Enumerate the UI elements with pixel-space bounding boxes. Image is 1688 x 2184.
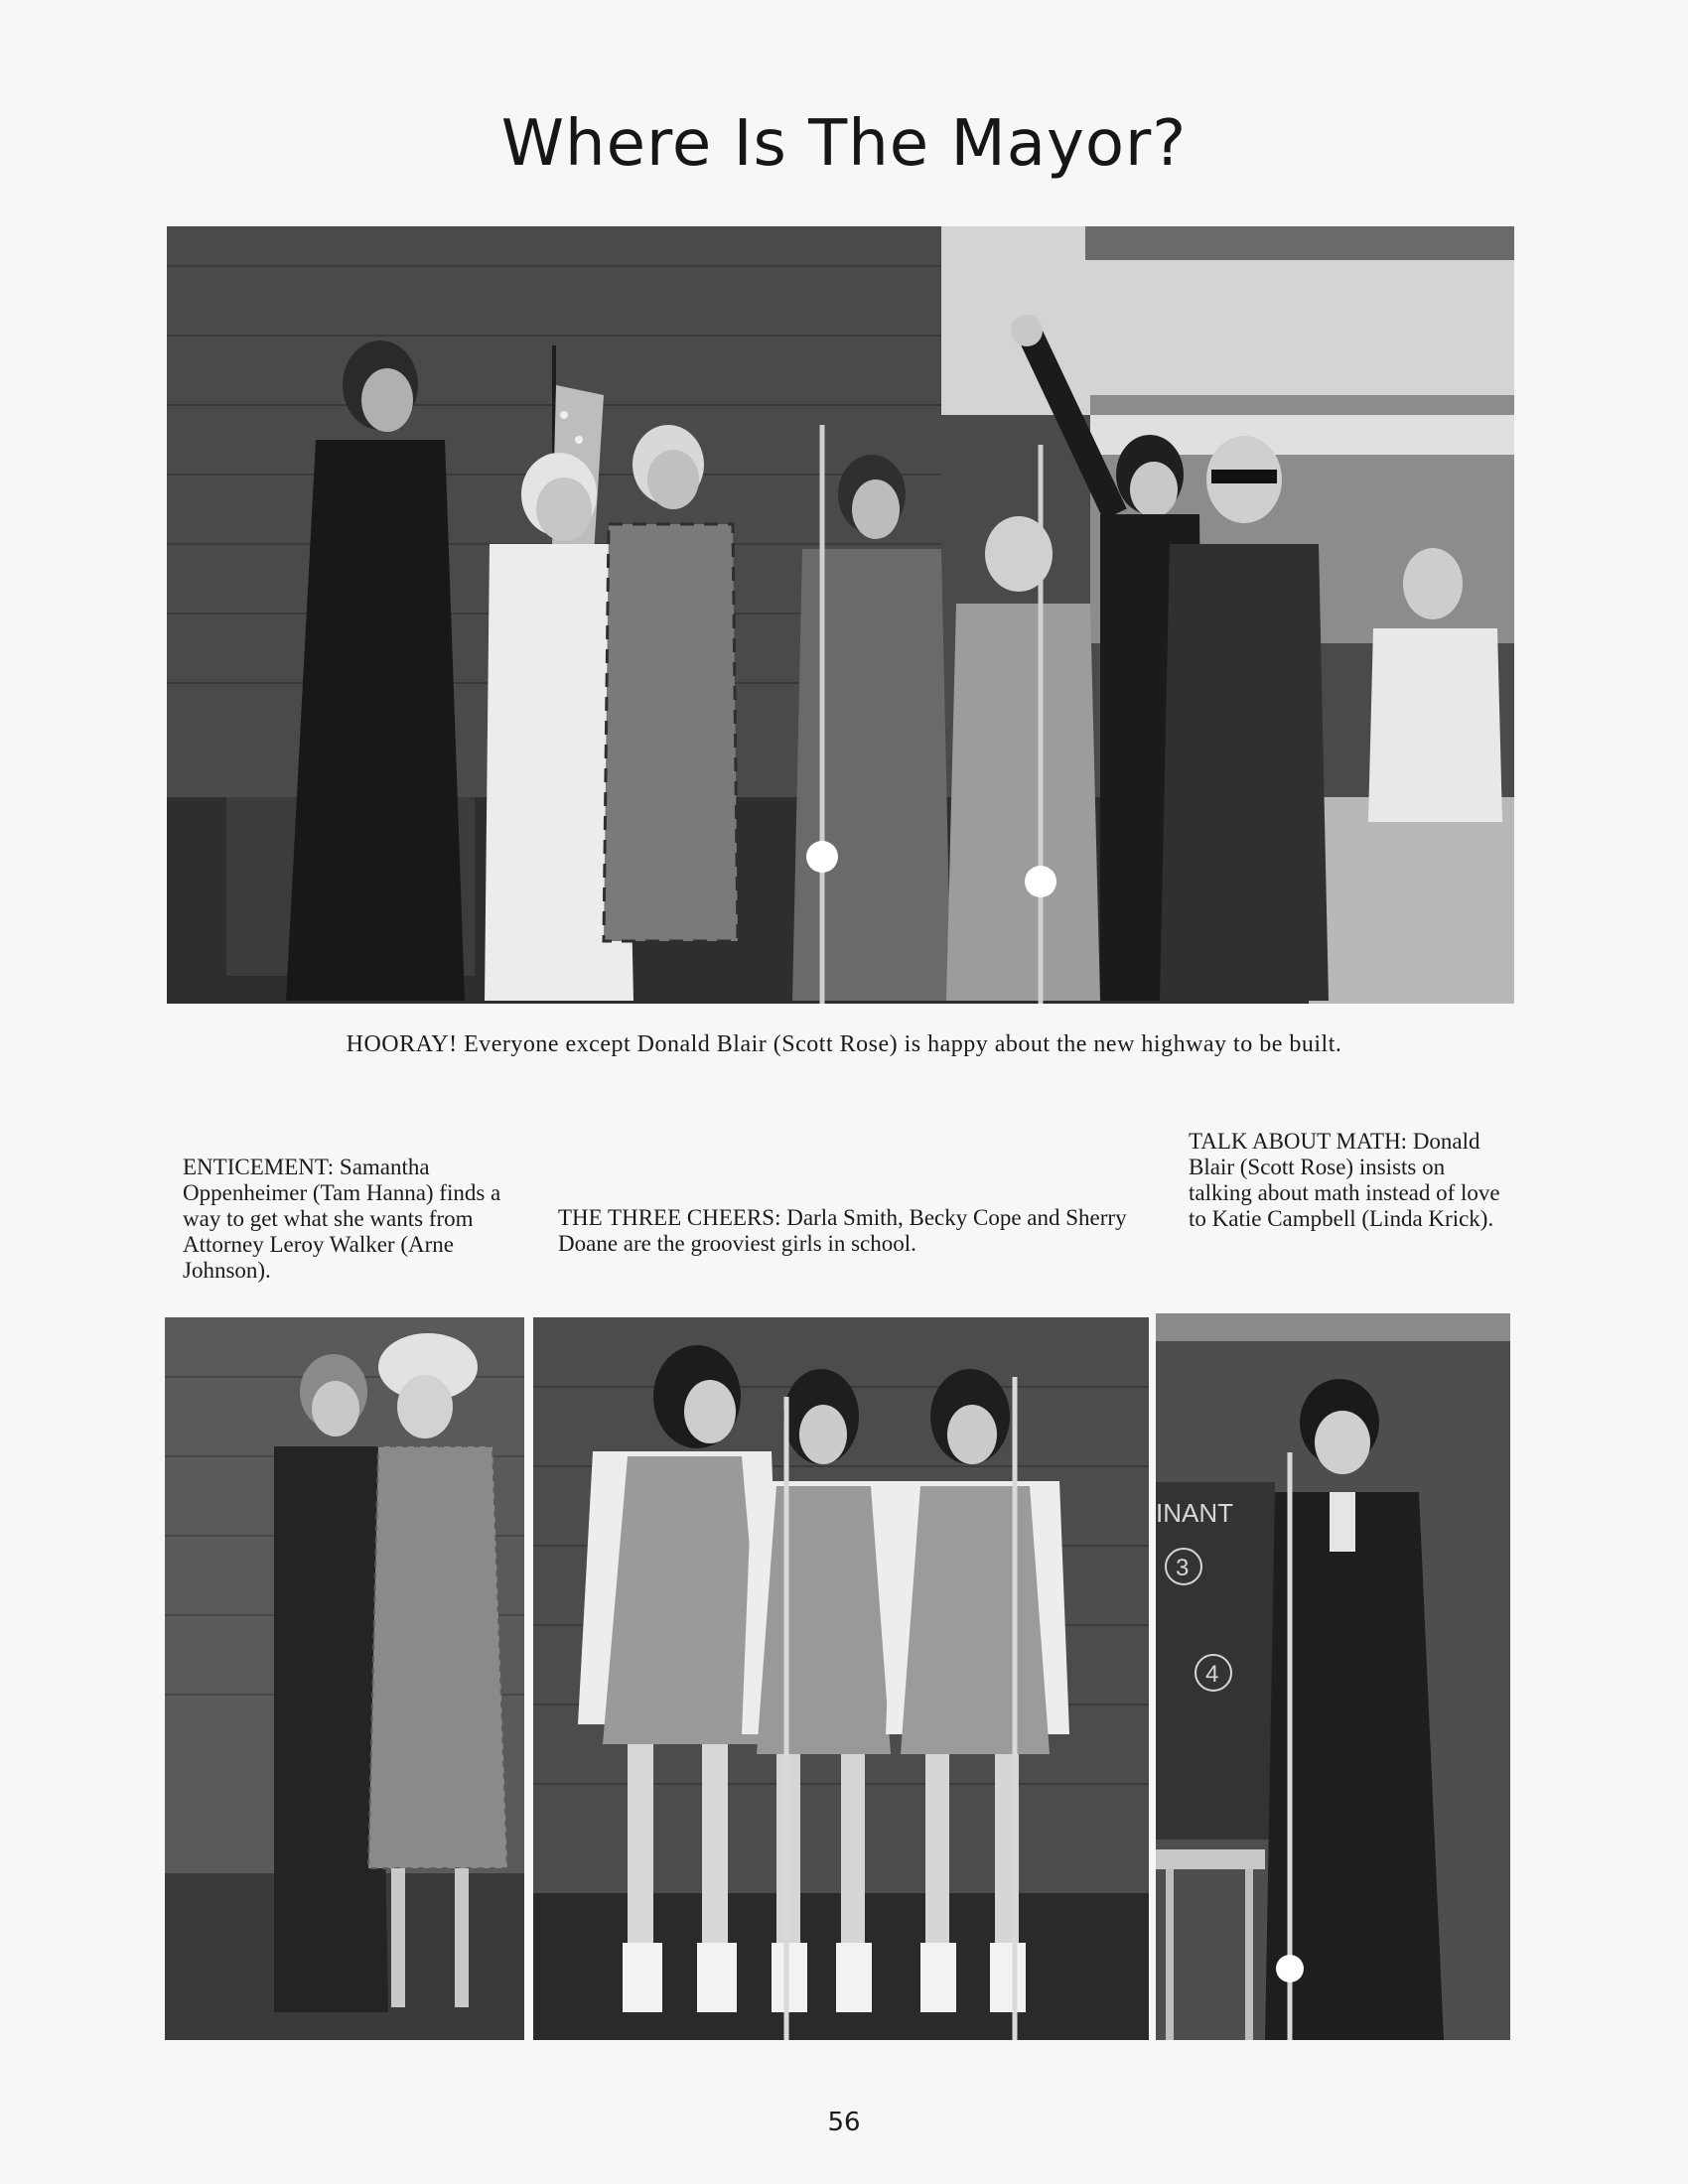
chalkboard-text: INANT (1156, 1498, 1233, 1528)
chalk-number-3: 3 (1176, 1555, 1190, 1581)
main-photo-caption: HOORAY! Everyone except Donald Blair (Scott Rose) is happy about the new highway to be built. (346, 1031, 1342, 1057)
three-cheers-scene-illustration (533, 1317, 1149, 2040)
stage-scene-illustration (167, 226, 1514, 1004)
enticement-photo (165, 1317, 524, 2040)
enticement-scene-illustration (165, 1317, 524, 2040)
three-cheers-caption: THE THREE CHEERS: Darla Smith, Becky Cope and Sherry Doane are the grooviest girls in school. (558, 1205, 1127, 1256)
enticement-caption: ENTICEMENT: Samantha Oppenheimer (Tam Hanna) finds a way to get what she wants from Attorney Leroy Walker (Arne Johnson). (183, 1155, 501, 1283)
three-cheers-photo (533, 1317, 1149, 2040)
talk-about-math-caption: TALK ABOUT MATH: Donald Blair (Scott Rose) insists on talking about math instead of love to Katie Campbell (Linda Krick). (1189, 1129, 1500, 1231)
page-title: Where Is The Mayor? (500, 107, 1188, 181)
chalk-number-4: 4 (1205, 1661, 1219, 1688)
main-stage-photo (167, 226, 1514, 1004)
math-scene-illustration (1156, 1313, 1510, 2040)
talk-about-math-photo (1156, 1313, 1510, 2040)
page-number: 56 (827, 2108, 861, 2137)
